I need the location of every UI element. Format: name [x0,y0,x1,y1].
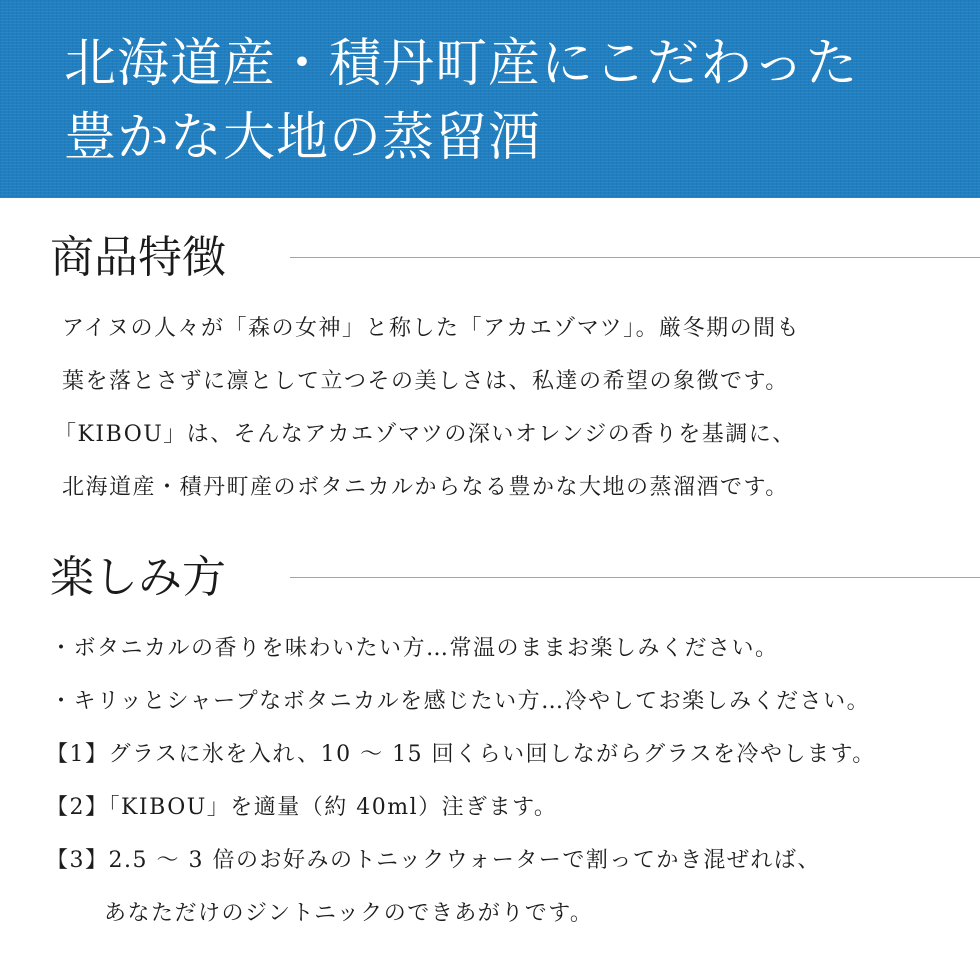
enjoy-step-3: 【3】2.5 〜 3 倍のお好みのトニックウォーターで割ってかき混ぜれば、 [46,848,821,873]
enjoy-heading: 楽しみ方 [50,552,226,603]
enjoy-line-2: ・キリッとシャープなボタニカルを感じたい方…冷やしてお楽しみください。 [50,689,871,714]
title-banner [0,0,980,198]
features-line-3: 「KIBOU」は、そんなアカエゾマツの深いオレンジの香りを基調に、 [54,422,796,447]
features-line-1: アイヌの人々が「森の女神」と称した「アカエゾマツ」。厳冬期の間も [62,316,801,341]
features-divider [290,257,980,258]
enjoy-step-2: 【2】「KIBOU」を適量（約 40ml）注ぎます。 [46,795,558,820]
features-heading: 商品特徴 [50,232,226,283]
features-line-2: 葉を落とさずに凛として立つその美しさは、私達の希望の象徴です。 [62,369,789,394]
enjoy-divider [290,577,980,578]
banner-title-line-2: 豊かな大地の蒸留酒 [64,108,542,168]
features-line-4: 北海道産・積丹町産のボタニカルからなる豊かな大地の蒸溜酒です。 [62,475,789,500]
enjoy-step-3-continued: あなただけのジントニックのできあがりです。 [104,901,594,926]
enjoy-step-1: 【1】グラスに氷を入れ、10 〜 15 回くらい回しながらグラスを冷やします。 [46,742,876,767]
enjoy-line-1: ・ボタニカルの香りを味わいたい方…常温のままお楽しみください。 [50,636,779,661]
banner-title-line-1: 北海道産・積丹町産にこだわった [64,34,859,94]
